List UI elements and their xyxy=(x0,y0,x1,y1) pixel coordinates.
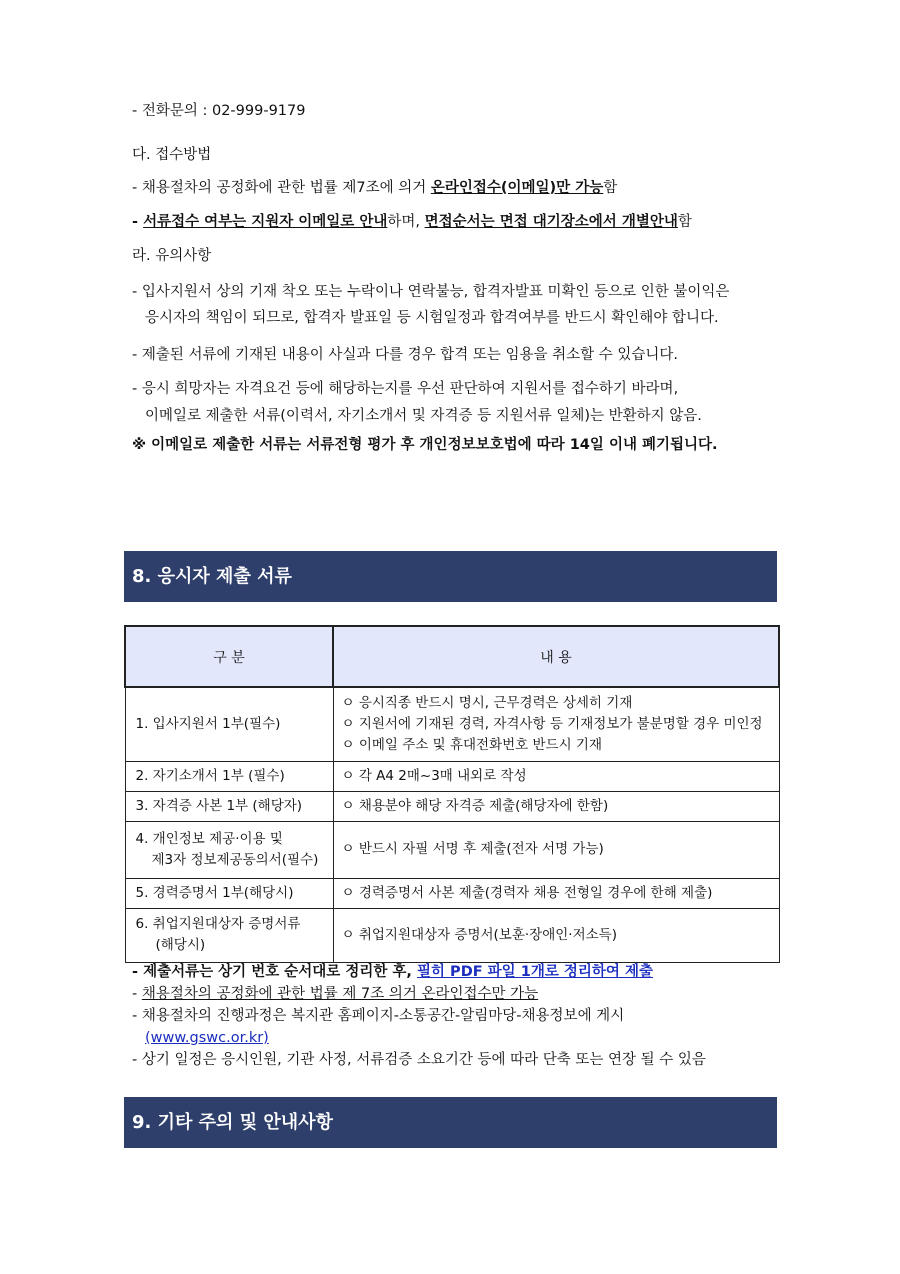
emphasis-text: 서류접수 여부는 지원자 이메일로 안내 xyxy=(143,214,388,230)
table-row xyxy=(125,908,779,962)
row-category xyxy=(125,761,333,791)
table-row xyxy=(125,761,779,791)
caution-3-line-1: - 응시 희망자는 자격요건 등에 해당하는지를 우선 판단하여 지원서를 접수하기 바라며, xyxy=(132,381,679,397)
note-2 xyxy=(132,984,538,1004)
row-category-text: (해당시) xyxy=(155,937,206,953)
note-4: - 상기 일정은 응시인원, 기관 사정, 서류검증 소요기간 등에 따라 단축 또는 연장 될 수 있음 xyxy=(132,1052,706,1068)
caution-3-line-2: 이메일로 제출한 서류(이력서, 자기소개서 및 자격증 등 지원서류 일체)는 반환하지 않음. xyxy=(145,408,702,424)
row-category-text: 제3자 정보제공동의서(필수) xyxy=(151,851,319,868)
submission-method-line-2 xyxy=(132,212,692,232)
text: - xyxy=(132,964,144,980)
row-category-text: 2. 자기소개서 1부 (필수) xyxy=(135,767,285,784)
emphasis-text: 제출서류는 상기 번호 순서대로 정리한 후, xyxy=(143,964,417,980)
text: 함 xyxy=(603,180,618,196)
submission-method-line-1 xyxy=(132,178,617,198)
text: 하며, xyxy=(387,214,425,230)
row-content-item: ㅇ 응시직종 반드시 명시, 근무경력은 상세히 기재 xyxy=(341,694,633,711)
caution-1-line-2: 응시자의 책임이 되므로, 합격자 발표일 등 시험일정과 합격여부를 반드시 확인해야 합니다. xyxy=(145,310,719,326)
row-content-item: ㅇ 채용분야 해당 자격증 제출(해당자에 한함) xyxy=(341,797,609,814)
section-d-heading: 라. 유의사항 xyxy=(132,248,212,264)
column-header-content: 내 용 xyxy=(333,626,779,687)
caution-2: - 제출된 서류에 기재된 내용이 사실과 다를 경우 합격 또는 임용을 취소할 수 있습니다. xyxy=(132,347,678,363)
row-category-text: 6. 취업지원대상자 증명서류 xyxy=(135,916,301,932)
text: - 채용절차의 공정화에 관한 법률 제7조에 의거 xyxy=(132,180,431,196)
row-content-item: ㅇ 각 A4 2매~3매 내외로 작성 xyxy=(341,767,527,784)
emphasis-text: 온라인접수(이메일)만 가능 xyxy=(430,180,604,196)
row-content xyxy=(333,878,779,908)
row-content-item: ㅇ 경력증명서 사본 제출(경력자 채용 전형일 경우에 한해 제출) xyxy=(341,884,713,901)
row-category xyxy=(125,908,333,962)
row-content xyxy=(333,908,779,962)
section-9-title: 9. 기타 주의 및 안내사항 xyxy=(124,1097,777,1148)
row-content-item: ㅇ 이메일 주소 및 휴대전화번호 반드시 기재 xyxy=(341,736,602,753)
row-category-text: 4. 개인정보 제공·이용 및 xyxy=(135,830,283,847)
row-content xyxy=(333,761,779,791)
note-3: - 채용절차의 진행과정은 복지관 홈페이지-소통공간-알림마당-채용정보에 게시 xyxy=(132,1008,625,1024)
table-row xyxy=(125,821,779,878)
column-header-category: 구 분 xyxy=(125,626,333,687)
documents-table xyxy=(124,625,780,963)
table-header-row xyxy=(125,626,779,687)
row-content-item: ㅇ 취업지원대상자 증명서(보훈·장애인·저소득) xyxy=(341,926,617,943)
caution-1-line-1: - 입사지원서 상의 기재 착오 또는 누락이나 연락불능, 합격자발표 미확인 등으로 인한 불이익은 xyxy=(132,284,730,300)
section-c-heading: 다. 접수방법 xyxy=(132,147,212,163)
table-row xyxy=(125,878,779,908)
row-category xyxy=(125,687,333,761)
underlined-text: 채용절차의 공정화에 관한 법률 제 7조 의거 온라인접수만 가능 xyxy=(141,986,539,1002)
table-row xyxy=(125,687,779,761)
table-row xyxy=(125,791,779,821)
row-content-item: ㅇ 반드시 자필 서명 후 제출(전자 서명 가능) xyxy=(341,841,604,857)
row-category xyxy=(125,878,333,908)
row-category xyxy=(125,791,333,821)
row-category xyxy=(125,821,333,878)
homepage-link[interactable]: (www.gswc.or.kr) xyxy=(145,1030,269,1046)
row-content xyxy=(333,687,779,761)
note-1 xyxy=(132,962,653,982)
row-content xyxy=(333,791,779,821)
emphasis-text: 면접순서는 면접 대기장소에서 개별안내 xyxy=(424,214,678,230)
contact-line: - 전화문의 : 02-999-9179 xyxy=(132,103,306,119)
row-category-text: 3. 자격증 사본 1부 (해당자) xyxy=(135,797,303,814)
row-category-text: 5. 경력증명서 1부(해당시) xyxy=(135,884,294,901)
row-category-text: 1. 입사지원서 1부(필수) xyxy=(135,715,281,732)
emphasis-text: 필히 PDF 파일 1개로 정리하여 제출 xyxy=(417,964,653,980)
row-content xyxy=(333,821,779,878)
text: 함 xyxy=(677,214,692,230)
disposal-notice: ※ 이메일로 제출한 서류는 서류전형 평가 후 개인정보보호법에 따라 14일 이내 폐기됩니다. xyxy=(132,437,718,453)
text: - xyxy=(132,214,144,230)
row-content-item: ㅇ 지원서에 기재된 경력, 자격사항 등 기재정보가 불분명할 경우 미인정 xyxy=(341,715,763,732)
section-8-title: 8. 응시자 제출 서류 xyxy=(124,551,777,602)
text: - xyxy=(132,986,142,1002)
